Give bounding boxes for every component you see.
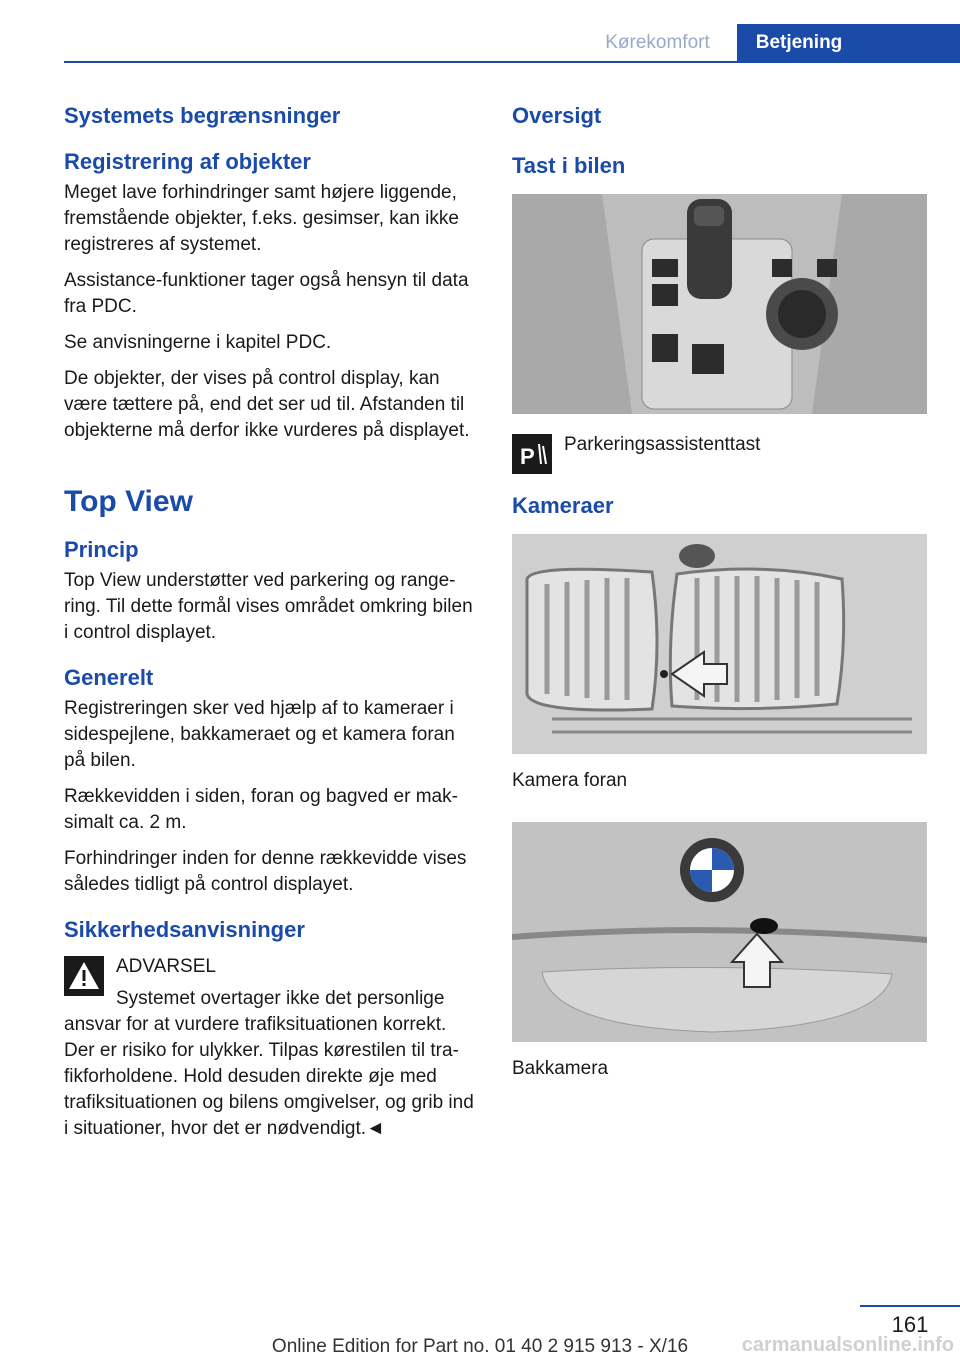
warning-triangle-icon [64,956,104,996]
header-accent-bar [861,24,960,62]
paragraph-principle: Top View understøtter ved parkering og rangering. Til dette formål vises området omkring bilen i control displayet. [64,570,473,643]
parking-assistant-icon [512,434,552,474]
caption-rear-camera: Bakkamera [512,1058,609,1079]
warning-text-first: Systemet overtager ikke det personlige [116,988,445,1009]
heading-overview: Oversigt [512,103,602,128]
warning-text-rest: ansvar for at vurdere trafiksituationen korrekt. Der er risiko for ulykker. Tilpas kørestilen til trafikforholdene. Hold desuden direkte øje med trafiksituationen og bilens omgivelser, og grib ind i situationer, hvor det er nødvendigt.◄ [64,1014,474,1139]
header-tab-driving-comfort[interactable]: Kørekomfort [605,32,710,53]
photo-front-camera [512,534,927,754]
heading-top-view: Top View [64,485,193,518]
heading-system-limits: Systemets begrænsninger [64,103,341,128]
paragraph-detection-3: Se anvisningerne i kapitel PDC. [64,332,332,353]
right-column [512,100,927,1082]
paragraph-general-1: Registreringen sker ved hjælp af to kameraer i sidespejlene, bakkameraet og et kamera foran på bilen. [64,698,455,771]
heading-cameras: Kameraer [512,493,614,518]
svg-text:P: P [520,444,535,469]
heading-button-in-car: Tast i bilen [512,153,626,178]
edition-note: Online Edition for Part no. 01 40 2 915 913 - X/16 [271,1336,689,1357]
header-tab-operation[interactable]: Betjening [737,24,861,62]
paragraph-detection-2: Assistance-funktioner tager også hensyn til data fra PDC. [64,270,469,317]
header-rule [64,61,960,63]
heading-safety: Sikkerhedsanvisninger [64,917,305,942]
paragraph-general-2: Rækkevidden i siden, foran og bagved er maksimalt ca. 2 m. [64,786,458,833]
photo-center-console [512,194,927,414]
paragraph-detection-4: De objekter, der vises på control display, kan være tættere på, end det ser ud til. Afstanden til objekterne må derfor ikke vurderes på displayet. [64,368,470,441]
watermark: carmanualsonline.info [741,1334,954,1356]
warning-title: ADVARSEL [116,956,216,977]
caption-front-camera: Kamera foran [512,770,628,791]
heading-general: Generelt [64,665,154,690]
parking-button-row [512,432,927,490]
heading-principle: Princip [64,537,139,562]
left-column [64,100,479,1142]
photo-rear-camera [512,822,927,1042]
page-number: 161 [891,1312,929,1337]
paragraph-detection-1: Meget lave forhindringer samt højere liggende, fremstående objekter, f.eks. gesimser, kan ikke registreres af systemet. [64,182,459,255]
heading-object-detection: Registrering af objekter [64,149,311,174]
warning-box [64,954,479,1142]
footer-rule [860,1305,960,1307]
paragraph-general-3: Forhindringer inden for denne rækkevidde vises således tidligt på control displayet. [64,848,467,895]
parking-button-label: Parkeringsassistenttast [564,434,761,455]
